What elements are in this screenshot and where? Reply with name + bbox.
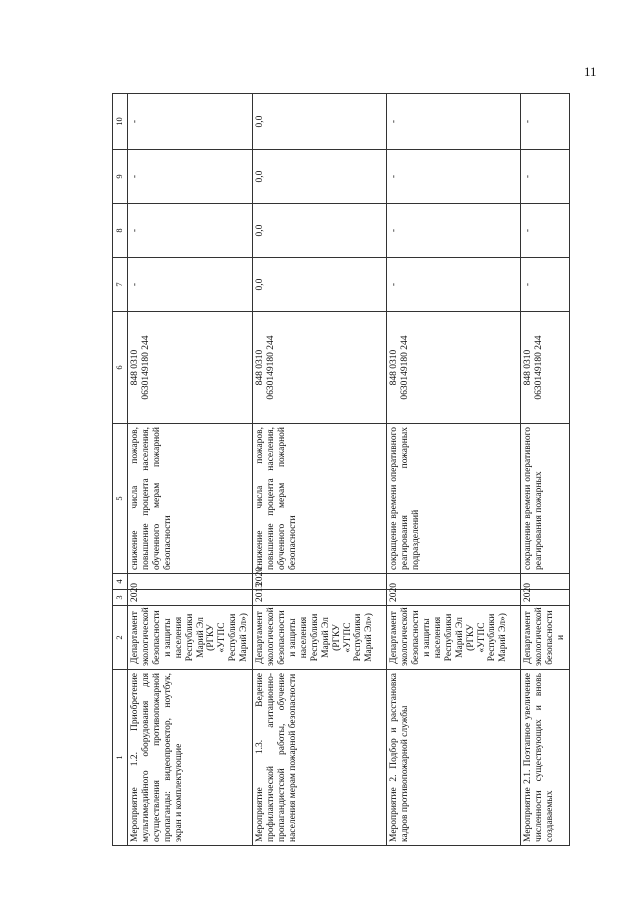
value-col9: -	[128, 150, 253, 204]
table-row	[521, 94, 570, 846]
start-year-cell: 2013	[253, 590, 387, 606]
table-row	[128, 94, 253, 846]
value-col7: -	[387, 258, 521, 312]
start-year-cell: 2020	[387, 590, 521, 606]
program-table	[112, 93, 570, 846]
budget-code-cell	[253, 312, 387, 424]
table-row	[253, 94, 387, 846]
col-header-9: 9	[113, 150, 128, 204]
budget-code-b: 0630149180 244	[400, 335, 411, 400]
budget-code-b: 0630149180 244	[534, 335, 545, 400]
value-col9: -	[521, 150, 570, 204]
value-col8: 0,0	[253, 204, 387, 258]
table-row	[387, 94, 521, 846]
value-col7: -	[521, 258, 570, 312]
budget-code-cell	[128, 312, 253, 424]
budget-code-b: 0630149180 244	[140, 335, 151, 400]
executor-cell: Департамент экологической безопасности и защиты населения Республики Марий Эл (РГКУ «УГПС Республики Марий Эл»)	[253, 606, 387, 670]
result-cell: сокращение времени оперативного реагирования пожарных	[521, 424, 570, 574]
result-cell: сокращение времени оперативного реагирования пожарных подразделений	[387, 424, 521, 574]
col-header-7: 7	[113, 258, 128, 312]
value-col8: -	[521, 204, 570, 258]
start-year-cell: 2020	[521, 590, 570, 606]
col-header-3: 3	[113, 590, 128, 606]
value-col8: -	[128, 204, 253, 258]
col-header-2: 2	[113, 606, 128, 670]
event-cell: Мероприятие 2.1. Поэтапное увеличение численности существующих и вновь создаваемых	[521, 670, 570, 846]
value-col10: 0,0	[253, 94, 387, 150]
col-header-4: 4	[113, 574, 128, 590]
value-col9: -	[387, 150, 521, 204]
value-col10: -	[128, 94, 253, 150]
budget-code-cell	[387, 312, 521, 424]
col-header-8: 8	[113, 204, 128, 258]
result-cell: снижение числа пожаров, повышение процента населения, обученного мерам пожарной безопасности	[128, 424, 253, 574]
value-col8: -	[387, 204, 521, 258]
col-header-6: 6	[113, 312, 128, 424]
executor-cell: Департамент экологической безопасности и защиты населения Республики Марий Эл (РГКУ «УГПС Республики Марий Эл»)	[128, 606, 253, 670]
col-header-10: 10	[113, 94, 128, 150]
executor-cell: Департамент экологической безопасности и защиты населения Республики Марий Эл (РГКУ «УГПС Республики Марий Эл»)	[387, 606, 521, 670]
event-cell: Мероприятие 2. Подбор и расстановка кадров противопожарной службы	[387, 670, 521, 846]
budget-code-a: 848 0310	[523, 349, 534, 386]
value-col7: 0,0	[253, 258, 387, 312]
value-col9: 0,0	[253, 150, 387, 204]
budget-code-cell	[521, 312, 570, 424]
value-col7: -	[128, 258, 253, 312]
event-cell: Мероприятие 1.2. Приобретение мультимедийного оборудования для осуществления противопожарной пропаганды: видеопроектор, ноутбук, экран и комплектующие	[128, 670, 253, 846]
start-year-cell: 2020	[128, 590, 253, 606]
budget-code-a: 848 0310	[255, 349, 266, 386]
end-year-cell	[387, 574, 521, 590]
rotated-table-wrapper	[112, 94, 566, 846]
budget-code-a: 848 0310	[389, 349, 400, 386]
value-col10: -	[521, 94, 570, 150]
col-header-5: 5	[113, 424, 128, 574]
event-cell: Мероприятие 1.3. Ведение профилактической агитационно-пропагандистской работы, обучение населения мерам пожарной безопасности	[253, 670, 387, 846]
end-year-cell	[128, 574, 253, 590]
budget-code-b: 0630149180 244	[266, 335, 277, 400]
budget-code-a: 848 0310	[130, 349, 140, 386]
executor-cell: Департамент экологической безопасности и	[521, 606, 570, 670]
value-col10: -	[387, 94, 521, 150]
col-header-1: 1	[113, 670, 128, 846]
page-number: 11	[584, 64, 597, 79]
header-row	[113, 94, 128, 846]
end-year-cell: 2020	[253, 574, 387, 590]
result-cell: снижение числа пожаров, повышение процента населения, обученного мерам пожарной безопасности	[253, 424, 387, 574]
